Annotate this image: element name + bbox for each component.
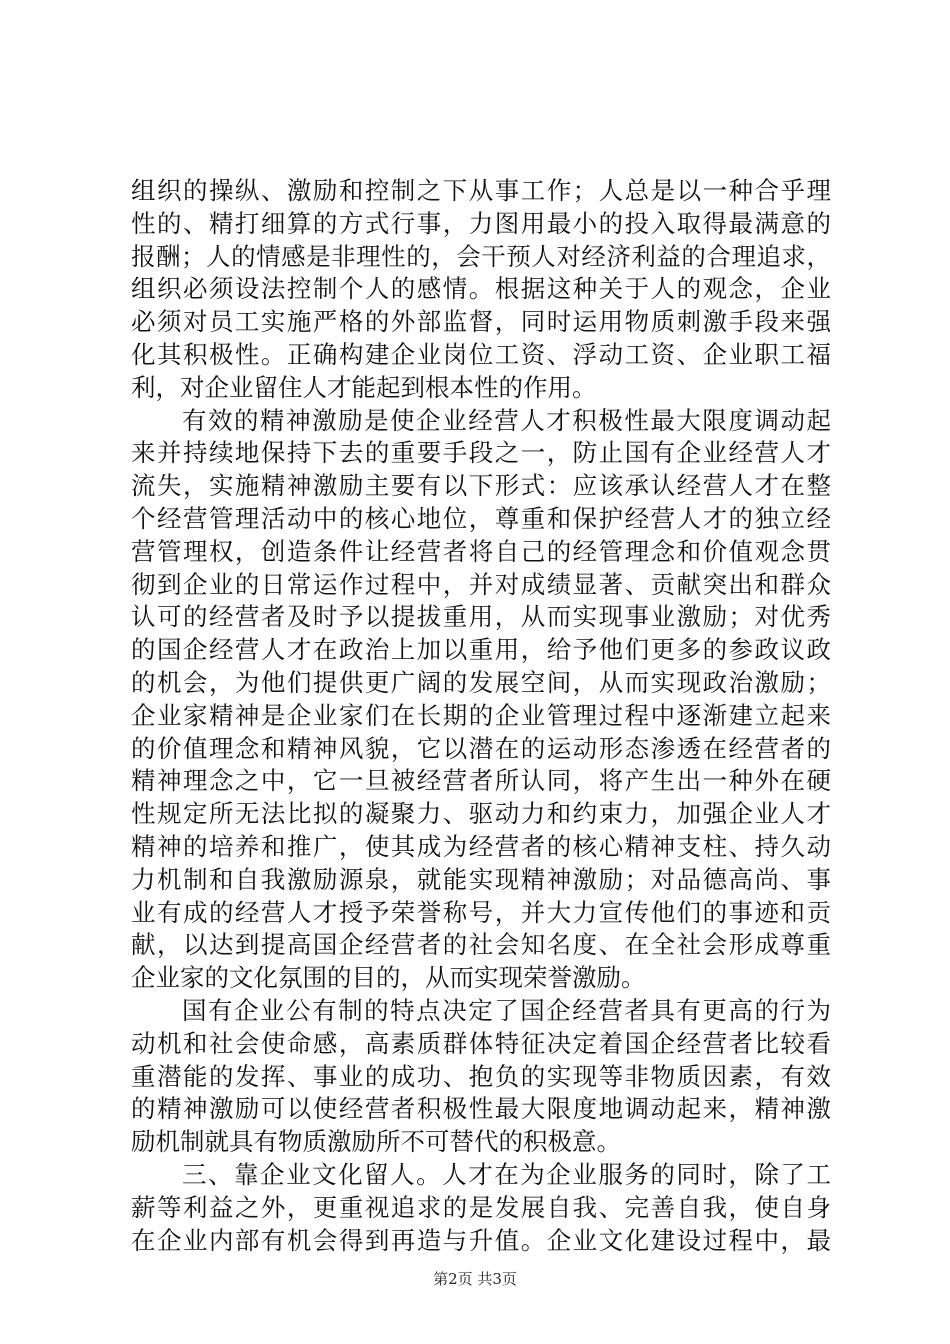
text-line: 必须对员工实施严格的外部监督，同时运用物质刺激手段来强 [131, 307, 831, 337]
text-line: 献，以达到提高国企经营者的社会知名度、在全社会形成尊重 [131, 930, 831, 960]
text-line: 精神的培养和推广，使其成为经营者的核心精神支柱、持久动 [131, 831, 831, 861]
text-line: 报酬；人的情感是非理性的，会干预人对经济利益的合理追求， [131, 241, 831, 271]
text-line: 的价值理念和精神风貌，它以潜在的运动形态渗透在经营者的 [131, 733, 831, 763]
text-line: 的精神激励可以使经营者积极性最大限度地调动起来，精神激 [131, 1094, 831, 1124]
text-line: 业有成的经营人才授予荣誉称号，并大力宣传他们的事迹和贡 [131, 897, 831, 927]
text-line: 组织必须设法控制个人的感情。根据这种关于人的观念，企业 [131, 274, 831, 304]
text-line: 企业家的文化氛围的目的，从而实现荣誉激励。 [131, 963, 646, 993]
text-line: 个经营管理活动中的核心地位，尊重和保护经营人才的独立经 [131, 503, 831, 533]
text-line: 三、靠企业文化留人。人才在为企业服务的同时，除了工 [182, 1159, 831, 1189]
text-line: 彻到企业的日常运作过程中，并对成绩显著、贡献突出和群众 [131, 569, 831, 599]
text-line: 流失，实施精神激励主要有以下形式：应该承认经营人才在整 [131, 471, 831, 501]
text-line: 企业家精神是企业家们在长期的企业管理过程中逐渐建立起来 [131, 700, 831, 730]
text-line: 化其积极性。正确构建企业岗位工资、浮动工资、企业职工福 [131, 339, 831, 369]
text-line: 力机制和自我激励源泉，就能实现精神激励；对品德高尚、事 [131, 864, 831, 894]
text-line: 有效的精神激励是使企业经营人才积极性最大限度调动起 [182, 405, 831, 435]
text-line: 重潜能的发挥、事业的成功、抱负的实现等非物质因素，有效 [131, 1061, 831, 1091]
text-line: 的国企经营人才在政治上加以重用，给予他们更多的参政议政 [131, 635, 831, 665]
text-line: 励机制就具有物质激励所不可替代的积极意。 [131, 1127, 621, 1157]
body-text [131, 175, 831, 1257]
text-line: 国有企业公有制的特点决定了国企经营者具有更高的行为 [182, 995, 831, 1025]
text-line: 认可的经营者及时予以提拔重用，从而实现事业激励；对优秀 [131, 602, 831, 632]
text-line: 精神理念之中，它一旦被经营者所认同，将产生出一种外在硬 [131, 766, 831, 796]
text-line: 利，对企业留住人才能起到根本性的作用。 [131, 372, 597, 402]
text-line: 动机和社会使命感，高素质群体特征决定着国企经营者比较看 [131, 1028, 831, 1058]
text-line: 来并持续地保持下去的重要手段之一，防止国有企业经营人才 [131, 438, 831, 468]
text-line: 的机会，为他们提供更广阔的发展空间，从而实现政治激励； [131, 667, 831, 697]
text-line: 在企业内部有机会得到再造与升值。企业文化建设过程中，最 [131, 1225, 831, 1255]
text-line: 组织的操纵、激励和控制之下从事工作；人总是以一种合乎理 [131, 176, 831, 205]
text-line: 营管理权，创造条件让经营者将自己的经管理念和价值观念贯 [131, 536, 831, 566]
text-line: 性的、精打细算的方式行事，力图用最小的投入取得最满意的 [131, 208, 831, 238]
page-footer: 第2页 共3页 [433, 1270, 517, 1288]
text-line: 性规定所无法比拟的凝聚力、驱动力和约束力，加强企业人才 [131, 799, 831, 829]
text-line: 薪等利益之外，更重视追求的是发展自我、完善自我，使自身 [131, 1192, 831, 1222]
